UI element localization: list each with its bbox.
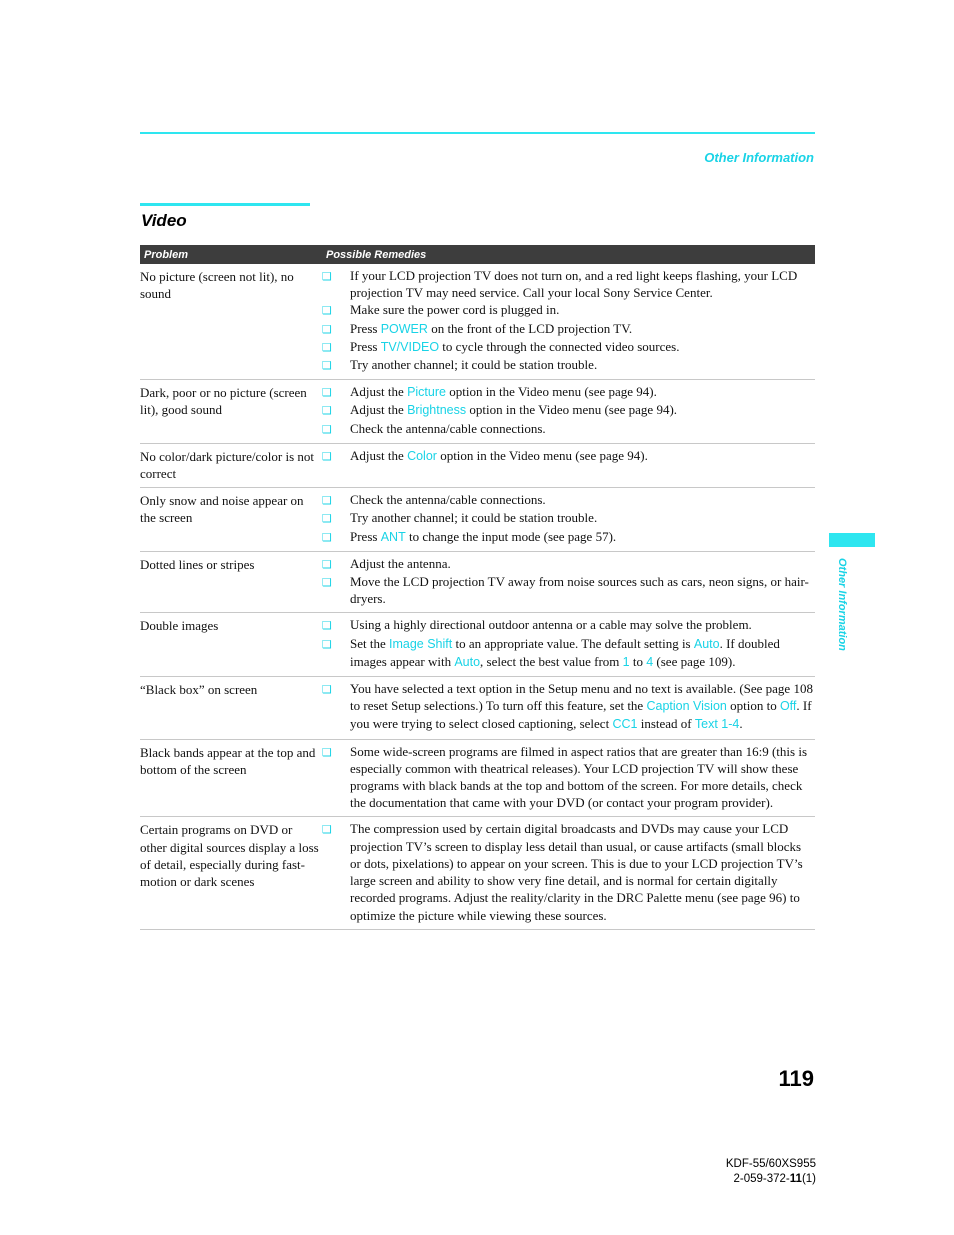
checkbox-bullet-icon: ❑	[322, 422, 332, 436]
checkbox-bullet-icon: ❑	[322, 449, 332, 463]
side-tab-marker	[829, 533, 875, 547]
remedy-text	[350, 616, 815, 634]
footer-code: 2-059-372-11(1)	[733, 1173, 816, 1185]
remedy-text	[350, 743, 815, 812]
remedy-text	[350, 635, 815, 671]
checkbox-bullet-icon: ❑	[322, 340, 332, 354]
section-header: Other Information	[704, 150, 814, 165]
footer	[726, 1157, 816, 1187]
text-segment: Press	[350, 338, 381, 354]
remedy-item	[322, 383, 815, 401]
problem-cell: Black bands appear at the top and bottom of the screen	[140, 744, 316, 777]
menu-term: Brightness	[407, 403, 467, 418]
problem-cell: No picture (screen not lit), no sound	[140, 269, 294, 302]
text-segment: . If doubled images appear with	[350, 635, 780, 669]
remedy-item	[322, 491, 815, 509]
checkbox-bullet-icon: ❑	[322, 494, 332, 508]
remedy-text	[350, 680, 815, 734]
remedy-item	[322, 635, 815, 671]
remedy-item	[322, 616, 815, 634]
footer-model: KDF-55/60XS955	[725, 1158, 816, 1170]
remedies-cell	[322, 743, 815, 812]
menu-term: Auto	[454, 654, 481, 669]
remedies-cell	[322, 555, 815, 608]
column-header-problem: Problem	[144, 248, 189, 261]
problem-cell: No color/dark picture/color is not correct	[140, 448, 315, 482]
remedy-text	[350, 491, 815, 509]
menu-term: Image Shift	[389, 636, 453, 651]
text-segment: option in the Video menu (see page 94).	[436, 447, 648, 463]
remedy-item	[322, 509, 815, 527]
text-segment: Check the antenna/cable connections.	[350, 420, 546, 436]
text-segment: option to	[726, 698, 780, 714]
checkbox-bullet-icon: ❑	[322, 359, 332, 373]
text-segment: instead of	[637, 716, 695, 732]
remedy-item	[322, 267, 815, 301]
remedy-text	[350, 528, 815, 546]
text-segment: The compression used by certain digital broadcasts and DVDs may cause your LCD projection TV’s screen to display less detail than usual, or cause artifacts (small blocks or dots, pixelations) to appear on your screen. This is due to your LCD projection TV’s large screen and ability to show very fine detail, and is normal for certain digitally recorded programs. Adjust the reality/clarity in the DRC Palette menu (see page 96) to optimize the picture while viewing these sources.	[350, 821, 803, 923]
text-segment: Adjust the	[350, 402, 408, 418]
remedies-cell	[322, 616, 815, 671]
menu-term: Caption Vision	[646, 699, 727, 714]
table-row	[140, 380, 815, 444]
menu-term: Color	[407, 448, 437, 463]
text-segment: on the front of the LCD projection TV.	[427, 320, 633, 336]
menu-term: Picture	[407, 385, 446, 400]
text-segment: . If you were trying to select closed captioning, select	[350, 698, 812, 732]
checkbox-bullet-icon: ❑	[322, 557, 332, 571]
menu-term: POWER	[380, 321, 428, 336]
remedy-item	[322, 447, 815, 465]
table-row	[140, 817, 815, 929]
problem-cell: Only snow and noise appear on the screen	[140, 493, 304, 526]
menu-term: 4	[646, 654, 654, 669]
remedy-item	[322, 528, 815, 546]
text-segment: Check the antenna/cable connections.	[350, 492, 546, 508]
checkbox-bullet-icon: ❑	[322, 270, 332, 283]
table-row	[140, 613, 815, 677]
text-segment: Adjust the	[350, 384, 408, 400]
remedy-item	[322, 320, 815, 338]
text-segment: Adjust the antenna.	[350, 555, 451, 571]
remedy-text	[350, 509, 815, 527]
problem-cell: Double images	[140, 618, 219, 634]
table-row	[140, 740, 815, 818]
problem-cell: “Black box” on screen	[140, 682, 258, 698]
checkbox-bullet-icon: ❑	[322, 322, 332, 336]
remedy-text	[350, 447, 815, 465]
remedy-text	[350, 301, 815, 319]
problem-cell: Dark, poor or no picture (screen lit), good sound	[140, 385, 307, 418]
checkbox-bullet-icon: ❑	[322, 823, 332, 837]
text-segment: Set the	[350, 635, 389, 651]
checkbox-bullet-icon: ❑	[322, 619, 332, 633]
menu-term: 1	[622, 654, 630, 669]
menu-term: Auto	[693, 636, 720, 651]
checkbox-bullet-icon: ❑	[322, 386, 332, 400]
top-rule	[140, 132, 815, 134]
remedy-text	[350, 267, 815, 301]
remedies-cell	[322, 447, 815, 482]
text-segment: to cycle through the connected video sources.	[439, 338, 680, 354]
remedy-item	[322, 680, 815, 734]
remedy-text	[350, 573, 815, 607]
page-number: 119	[778, 1066, 814, 1091]
remedy-text	[350, 356, 815, 374]
table-body	[140, 264, 815, 930]
text-segment: option in the Video menu (see page 94).	[466, 402, 678, 418]
remedy-item	[322, 555, 815, 573]
text-segment: Some wide-screen programs are filmed in aspect ratios that are greater than 16:9 (this is especially common with theatrical releases). Your LCD projection TV will show these programs with black bands at the top and bottom of the screen. For more details, check the documentation that came with your DVD (or contact your program provider).	[350, 743, 808, 811]
text-segment: (see page 109).	[653, 653, 736, 669]
remedies-cell	[322, 680, 815, 734]
remedies-cell	[322, 383, 815, 438]
table-row	[140, 677, 815, 740]
menu-term: Off	[779, 699, 797, 714]
text-segment: Using a highly directional outdoor antenna or a cable may solve the problem.	[350, 617, 752, 633]
remedy-item	[322, 573, 815, 607]
remedy-text	[350, 555, 815, 573]
table-row	[140, 264, 815, 380]
checkbox-bullet-icon: ❑	[322, 530, 332, 544]
checkbox-bullet-icon: ❑	[322, 404, 332, 418]
column-header-remedies: Possible Remedies	[326, 248, 427, 261]
remedy-text	[350, 338, 815, 356]
checkbox-bullet-icon: ❑	[322, 304, 332, 318]
table-header	[140, 245, 815, 264]
remedy-item	[322, 356, 815, 374]
text-segment: , select the best value from	[480, 653, 623, 669]
checkbox-bullet-icon: ❑	[322, 683, 332, 697]
text-segment: If your LCD projection TV does not turn on, and a red light keeps flashing, your LCD projection TV may need service. Call your local Sony Service Center.	[350, 268, 798, 301]
text-segment: Try another channel; it could be station trouble.	[350, 510, 598, 526]
remedy-item	[322, 401, 815, 419]
side-tab-label: Other Information	[836, 558, 848, 651]
menu-term: TV/VIDEO	[380, 339, 440, 354]
table-row	[140, 552, 815, 614]
remedies-cell	[322, 267, 815, 374]
text-segment: Press	[350, 528, 381, 544]
checkbox-bullet-icon: ❑	[322, 637, 332, 651]
remedy-text	[350, 401, 815, 419]
text-segment: Press	[350, 320, 381, 336]
page-title: Video	[141, 211, 187, 230]
text-segment: to change the input mode (see page 57).	[405, 528, 617, 544]
remedy-text	[350, 420, 815, 438]
menu-term: Text 1-4	[694, 717, 740, 732]
text-segment: .	[739, 716, 743, 732]
table-row	[140, 444, 815, 488]
troubleshooting-table	[140, 245, 815, 930]
checkbox-bullet-icon: ❑	[322, 745, 332, 759]
text-segment: to an appropriate value. The default setting is	[452, 635, 694, 651]
heading-rule	[140, 203, 310, 206]
remedies-cell	[322, 820, 815, 923]
menu-term: ANT	[380, 529, 406, 544]
text-segment: Adjust the	[350, 447, 408, 463]
text-segment: to	[629, 653, 647, 669]
problem-cell: Dotted lines or stripes	[140, 556, 255, 572]
remedy-text	[350, 383, 815, 401]
remedy-item	[322, 420, 815, 438]
remedy-item	[322, 820, 815, 923]
remedies-cell	[322, 491, 815, 546]
remedy-text	[350, 820, 815, 923]
remedy-text	[350, 320, 815, 338]
text-segment: Move the LCD projection TV away from noise sources such as cars, neon signs, or hair-dryers.	[350, 574, 809, 607]
problem-cell: Certain programs on DVD or other digital sources display a loss of detail, especially during fast-motion or dark scenes	[140, 822, 319, 890]
remedy-item	[322, 338, 815, 356]
text-segment: Make sure the power cord is plugged in.	[350, 302, 560, 318]
text-segment: option in the Video menu (see page 94).	[445, 384, 657, 400]
table-row	[140, 488, 815, 552]
text-segment: Try another channel; it could be station trouble.	[350, 357, 598, 373]
text-segment: You have selected a text option in the Setup menu and no text is available. (See page 108 to reset Setup selections.) To turn off this feature, set the	[350, 681, 813, 714]
checkbox-bullet-icon: ❑	[322, 576, 332, 590]
remedy-item	[322, 743, 815, 812]
remedy-item	[322, 301, 815, 319]
menu-term: CC1	[612, 717, 638, 732]
checkbox-bullet-icon: ❑	[322, 512, 332, 526]
